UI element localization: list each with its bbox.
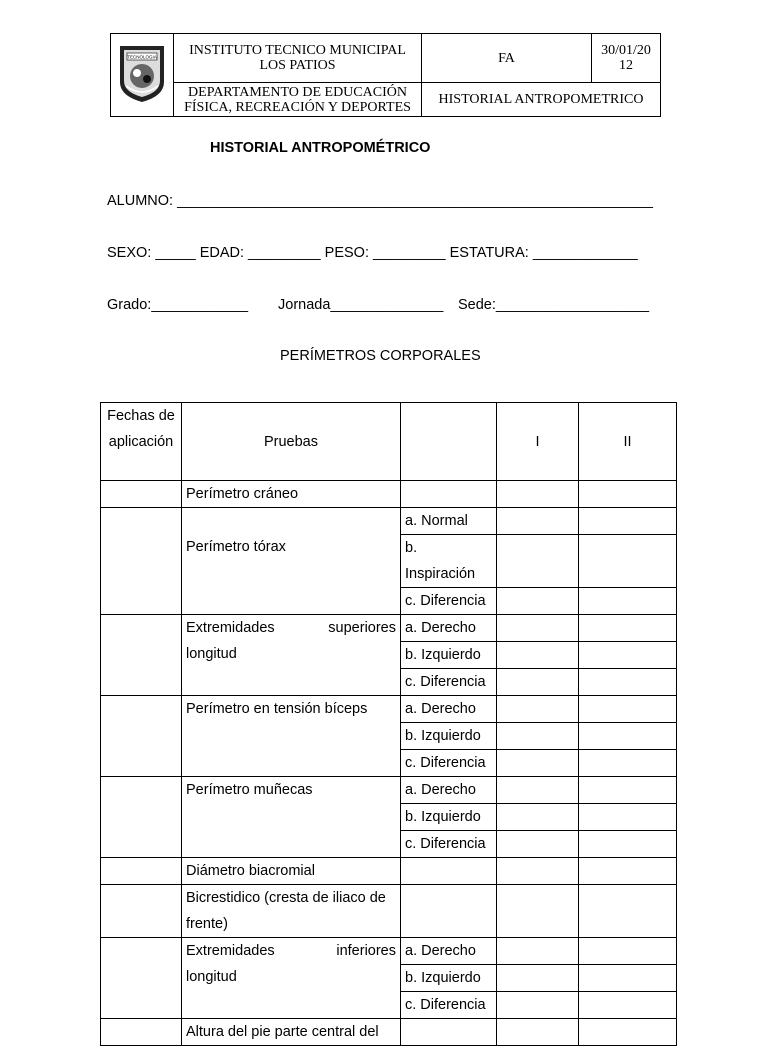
date-cell[interactable] [101, 615, 182, 696]
date-cell[interactable] [101, 481, 182, 508]
test-name: Altura del pie parte central del [182, 1019, 401, 1046]
value-ii-cell[interactable] [579, 723, 677, 750]
value-ii-cell[interactable] [579, 965, 677, 992]
department-name: DEPARTAMENTO DE EDUCACIÓN FÍSICA, RECREACIÓN Y DEPORTES [174, 83, 422, 117]
sub-label: c. Diferencia [401, 669, 497, 696]
value-ii-cell[interactable] [579, 992, 677, 1019]
section-title: PERÍMETROS CORPORALES [280, 348, 481, 364]
sub-label: c. Diferencia [401, 831, 497, 858]
value-i-cell[interactable] [497, 831, 579, 858]
sub-label: a. Normal [401, 508, 497, 535]
table-row [101, 858, 677, 885]
sub-label: b. Izquierdo [401, 723, 497, 750]
value-i-cell[interactable] [497, 777, 579, 804]
date-cell[interactable] [101, 938, 182, 1019]
perimetros-table [100, 402, 677, 1046]
table-row [101, 938, 677, 965]
value-i-cell[interactable] [497, 588, 579, 615]
value-ii-cell[interactable] [579, 481, 677, 508]
page-title: HISTORIAL ANTROPOMÉTRICO [210, 140, 431, 156]
value-i-cell[interactable] [497, 992, 579, 1019]
value-ii-cell[interactable] [579, 508, 677, 535]
sub-label: a. Derecho [401, 696, 497, 723]
table-row [101, 508, 677, 535]
document-date: 30/01/20 12 [592, 34, 661, 83]
sub-label: c. Diferencia [401, 750, 497, 777]
header-fechas: Fechas de aplicación [101, 403, 182, 481]
date-cell[interactable] [101, 858, 182, 885]
test-name: Extremidades superiores longitud [182, 615, 401, 696]
table-row [101, 1019, 677, 1046]
value-ii-cell[interactable] [579, 535, 677, 588]
format-code: FA [422, 34, 592, 83]
value-i-cell[interactable] [497, 858, 579, 885]
test-name: Bicrestidico (cresta de iliaco de frente) [182, 885, 401, 938]
jornada-field[interactable]: Jornada______________ [278, 297, 444, 313]
header-ii: II [579, 403, 677, 481]
grado-field[interactable]: Grado:____________ [107, 297, 249, 313]
sub-cell [401, 1019, 497, 1046]
value-i-cell[interactable] [497, 750, 579, 777]
value-ii-cell[interactable] [579, 885, 677, 938]
value-i-cell[interactable] [497, 696, 579, 723]
test-name: Perímetro en tensión bíceps [182, 696, 401, 777]
logo-text: TECNOLOGIA [127, 54, 157, 60]
date-cell[interactable] [101, 696, 182, 777]
table-row [101, 885, 677, 938]
alumno-field[interactable]: ALUMNO: ___________________________________________________________ [107, 193, 653, 209]
table-row [101, 777, 677, 804]
sub-label: b. Inspiración [401, 535, 497, 588]
value-i-cell[interactable] [497, 723, 579, 750]
header-blank [401, 403, 497, 481]
sub-cell [401, 885, 497, 938]
value-ii-cell[interactable] [579, 1019, 677, 1046]
value-i-cell[interactable] [497, 804, 579, 831]
logo-cell [111, 34, 174, 117]
sub-cell [401, 481, 497, 508]
date-cell[interactable] [101, 777, 182, 858]
test-name: Perímetro tórax [182, 508, 401, 615]
value-ii-cell[interactable] [579, 777, 677, 804]
sub-cell [401, 858, 497, 885]
value-ii-cell[interactable] [579, 642, 677, 669]
sub-label: c. Diferencia [401, 992, 497, 1019]
test-name: Extremidades inferiores longitud [182, 938, 401, 1019]
table-row [101, 481, 677, 508]
value-i-cell[interactable] [497, 642, 579, 669]
value-i-cell[interactable] [497, 938, 579, 965]
sub-label: b. Izquierdo [401, 965, 497, 992]
sub-label: b. Izquierdo [401, 804, 497, 831]
sexo-edad-peso-estatura-fields[interactable]: SEXO: _____ EDAD: _________ PESO: _________ ESTATURA: _____________ [107, 245, 638, 261]
value-ii-cell[interactable] [579, 831, 677, 858]
value-i-cell[interactable] [497, 535, 579, 588]
value-ii-cell[interactable] [579, 938, 677, 965]
test-name: Perímetro muñecas [182, 777, 401, 858]
value-i-cell[interactable] [497, 615, 579, 642]
value-ii-cell[interactable] [579, 615, 677, 642]
date-cell[interactable] [101, 508, 182, 615]
value-ii-cell[interactable] [579, 696, 677, 723]
value-ii-cell[interactable] [579, 804, 677, 831]
document-header [110, 33, 661, 117]
table-header-row [101, 403, 677, 481]
value-ii-cell[interactable] [579, 858, 677, 885]
value-ii-cell[interactable] [579, 588, 677, 615]
sede-field[interactable]: Sede:___________________ [458, 297, 650, 313]
date-cell[interactable] [101, 885, 182, 938]
value-ii-cell[interactable] [579, 750, 677, 777]
school-logo [114, 42, 170, 104]
value-i-cell[interactable] [497, 481, 579, 508]
institute-name: INSTITUTO TECNICO MUNICIPAL LOS PATIOS [174, 34, 422, 83]
header-pruebas: Pruebas [182, 403, 401, 481]
sub-label: a. Derecho [401, 777, 497, 804]
document-name: HISTORIAL ANTROPOMETRICO [422, 83, 661, 117]
value-i-cell[interactable] [497, 965, 579, 992]
value-i-cell[interactable] [497, 508, 579, 535]
value-ii-cell[interactable] [579, 669, 677, 696]
table-row [101, 615, 677, 642]
test-name: Perímetro cráneo [182, 481, 401, 508]
test-name: Diámetro biacromial [182, 858, 401, 885]
sub-label: a. Derecho [401, 615, 497, 642]
sub-label: c. Diferencia [401, 588, 497, 615]
sub-label: b. Izquierdo [401, 642, 497, 669]
value-i-cell[interactable] [497, 885, 579, 938]
header-i: I [497, 403, 579, 481]
sub-label: a. Derecho [401, 938, 497, 965]
table-row [101, 696, 677, 723]
value-i-cell[interactable] [497, 669, 579, 696]
value-i-cell[interactable] [497, 1019, 579, 1046]
date-cell[interactable] [101, 1019, 182, 1046]
